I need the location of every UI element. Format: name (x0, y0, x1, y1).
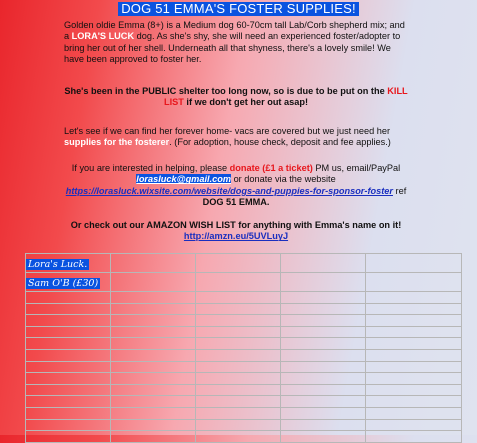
table-cell[interactable] (26, 384, 111, 396)
table-cell[interactable] (196, 338, 281, 350)
table-cell[interactable] (196, 419, 281, 431)
donor-entry: Lora's Luck. (28, 259, 88, 270)
table-cell[interactable] (26, 292, 111, 304)
table-cell[interactable] (366, 338, 462, 350)
amazon-wishlist-link[interactable]: http://amzn.eu/5UVLuyJ (183, 231, 289, 242)
table-cell[interactable] (366, 396, 462, 408)
title-bar (0, 0, 477, 18)
table-cell[interactable] (26, 361, 111, 373)
table-cell[interactable] (366, 384, 462, 396)
table-row (26, 384, 462, 396)
table-cell[interactable] (26, 338, 111, 350)
table-cell[interactable] (196, 373, 281, 385)
table-cell[interactable] (366, 361, 462, 373)
table-cell[interactable] (281, 384, 366, 396)
table-cell[interactable] (111, 273, 196, 292)
table-cell[interactable] (196, 349, 281, 361)
table-cell[interactable] (111, 373, 196, 385)
donate-paragraph (64, 163, 408, 209)
table-row (26, 315, 462, 327)
table-cell[interactable] (366, 315, 462, 327)
table-cell[interactable] (281, 315, 366, 327)
kill-list-text: KILL LIST (163, 86, 408, 108)
table-row (26, 431, 462, 443)
table-cell[interactable] (196, 273, 281, 292)
reference-code: DOG 51 EMMA. (202, 197, 270, 208)
warning-text-a: She's been in the PUBLIC shelter too long now, so is due to be put on the (64, 86, 388, 96)
table-row (26, 396, 462, 408)
table-cell[interactable] (111, 419, 196, 431)
table-row (26, 349, 462, 361)
table-cell[interactable] (366, 419, 462, 431)
table-cell[interactable] (111, 326, 196, 338)
table-cell[interactable] (111, 384, 196, 396)
table-cell[interactable] (366, 254, 462, 273)
table-cell[interactable] (281, 373, 366, 385)
table-cell[interactable] (281, 349, 366, 361)
table-cell[interactable] (281, 254, 366, 273)
table-cell[interactable] (196, 384, 281, 396)
table-row (26, 273, 462, 292)
table-row (26, 292, 462, 304)
donate-highlight: donate (£1 a ticket) (229, 163, 313, 173)
table-cell[interactable] (281, 407, 366, 419)
table-cell[interactable] (26, 273, 111, 292)
table-row (26, 361, 462, 373)
table-cell[interactable] (196, 396, 281, 408)
table-cell[interactable] (196, 254, 281, 273)
table-row (26, 419, 462, 431)
table-cell[interactable] (281, 419, 366, 431)
table-cell[interactable] (111, 361, 196, 373)
table-cell[interactable] (281, 338, 366, 350)
wishlist-paragraph (64, 220, 408, 243)
table-cell[interactable] (366, 303, 462, 315)
table-cell[interactable] (26, 254, 111, 273)
table-cell[interactable] (196, 292, 281, 304)
table-cell[interactable] (111, 407, 196, 419)
table-cell[interactable] (111, 349, 196, 361)
website-link[interactable]: https://lorasluck.wixsite.com/website/dogs-and-puppies-for-sponsor-foster (65, 185, 393, 196)
table-cell[interactable] (111, 303, 196, 315)
table-cell[interactable] (26, 396, 111, 408)
table-row (26, 407, 462, 419)
intro-text-b: dog. As she's shy, she will need an experienced foster/adopter to bring her out of her shell. Underneath all that shyness, there's a lovely smile! We have been approved to foster her. (64, 31, 401, 65)
table-cell[interactable] (111, 396, 196, 408)
donate-text-c: or donate via the website (231, 174, 336, 185)
table-cell[interactable] (281, 326, 366, 338)
donate-text-d: ref (392, 185, 407, 196)
table-cell[interactable] (196, 407, 281, 419)
table-cell[interactable] (281, 292, 366, 304)
table-row (26, 338, 462, 350)
table-cell[interactable] (26, 431, 111, 443)
supplies-text-b: . (For adoption, house check, deposit and fee applies.) (169, 137, 391, 148)
table-cell[interactable] (196, 361, 281, 373)
table-cell[interactable] (26, 326, 111, 338)
supplies-text-a: Let's see if we can find her forever home- vacs are covered but we just need her (64, 126, 391, 136)
table-cell[interactable] (26, 315, 111, 327)
table-cell[interactable] (26, 419, 111, 431)
table-cell[interactable] (196, 315, 281, 327)
table-cell[interactable] (366, 292, 462, 304)
table-cell[interactable] (366, 407, 462, 419)
table-cell[interactable] (111, 315, 196, 327)
table-cell[interactable] (196, 303, 281, 315)
table-cell[interactable] (111, 338, 196, 350)
donor-table (25, 253, 462, 443)
table-cell[interactable] (111, 431, 196, 443)
wishlist-text: Or check out our AMAZON WISH LIST for anything with Emma's name on it! (70, 220, 402, 230)
table-cell[interactable] (26, 349, 111, 361)
fosterer-supplies-text: supplies for the fosterer (64, 137, 170, 148)
supplies-paragraph (64, 126, 408, 149)
warning-text-b: if we don't get her out asap! (183, 97, 309, 108)
table-cell[interactable] (281, 396, 366, 408)
table-cell[interactable] (111, 292, 196, 304)
table-cell[interactable] (366, 349, 462, 361)
intro-paragraph (64, 20, 408, 66)
table-cell[interactable] (26, 373, 111, 385)
table-cell[interactable] (281, 303, 366, 315)
table-cell[interactable] (281, 273, 366, 292)
table-row (26, 326, 462, 338)
table-cell[interactable] (366, 273, 462, 292)
email-link[interactable]: lorasluck@gmail.com (136, 174, 232, 185)
table-cell[interactable] (281, 431, 366, 443)
table-cell[interactable] (26, 303, 111, 315)
table-cell[interactable] (26, 407, 111, 419)
intro-text-a: Golden oldie Emma (8+) is a Medium dog 60-70cm tall Lab/Corb shepherd mix; and a (64, 20, 405, 42)
table-cell[interactable] (281, 361, 366, 373)
donor-entry: Sam O'B (£30) (28, 278, 99, 289)
brand-name: LORA'S LUCK (71, 31, 135, 42)
donate-text-b: PM us, email/PayPal (312, 163, 401, 173)
table-row (26, 303, 462, 315)
table-cell[interactable] (196, 431, 281, 443)
donate-text-a: If you are interested in helping, please (71, 163, 230, 173)
table-cell[interactable] (366, 373, 462, 385)
table-cell[interactable] (196, 326, 281, 338)
table-cell[interactable] (111, 254, 196, 273)
table-cell[interactable] (366, 326, 462, 338)
table-row (26, 373, 462, 385)
page-title: DOG 51 EMMA'S FOSTER SUPPLIES! (118, 2, 359, 16)
table-cell[interactable] (366, 431, 462, 443)
table-row (26, 254, 462, 273)
shelter-warning (64, 86, 408, 109)
